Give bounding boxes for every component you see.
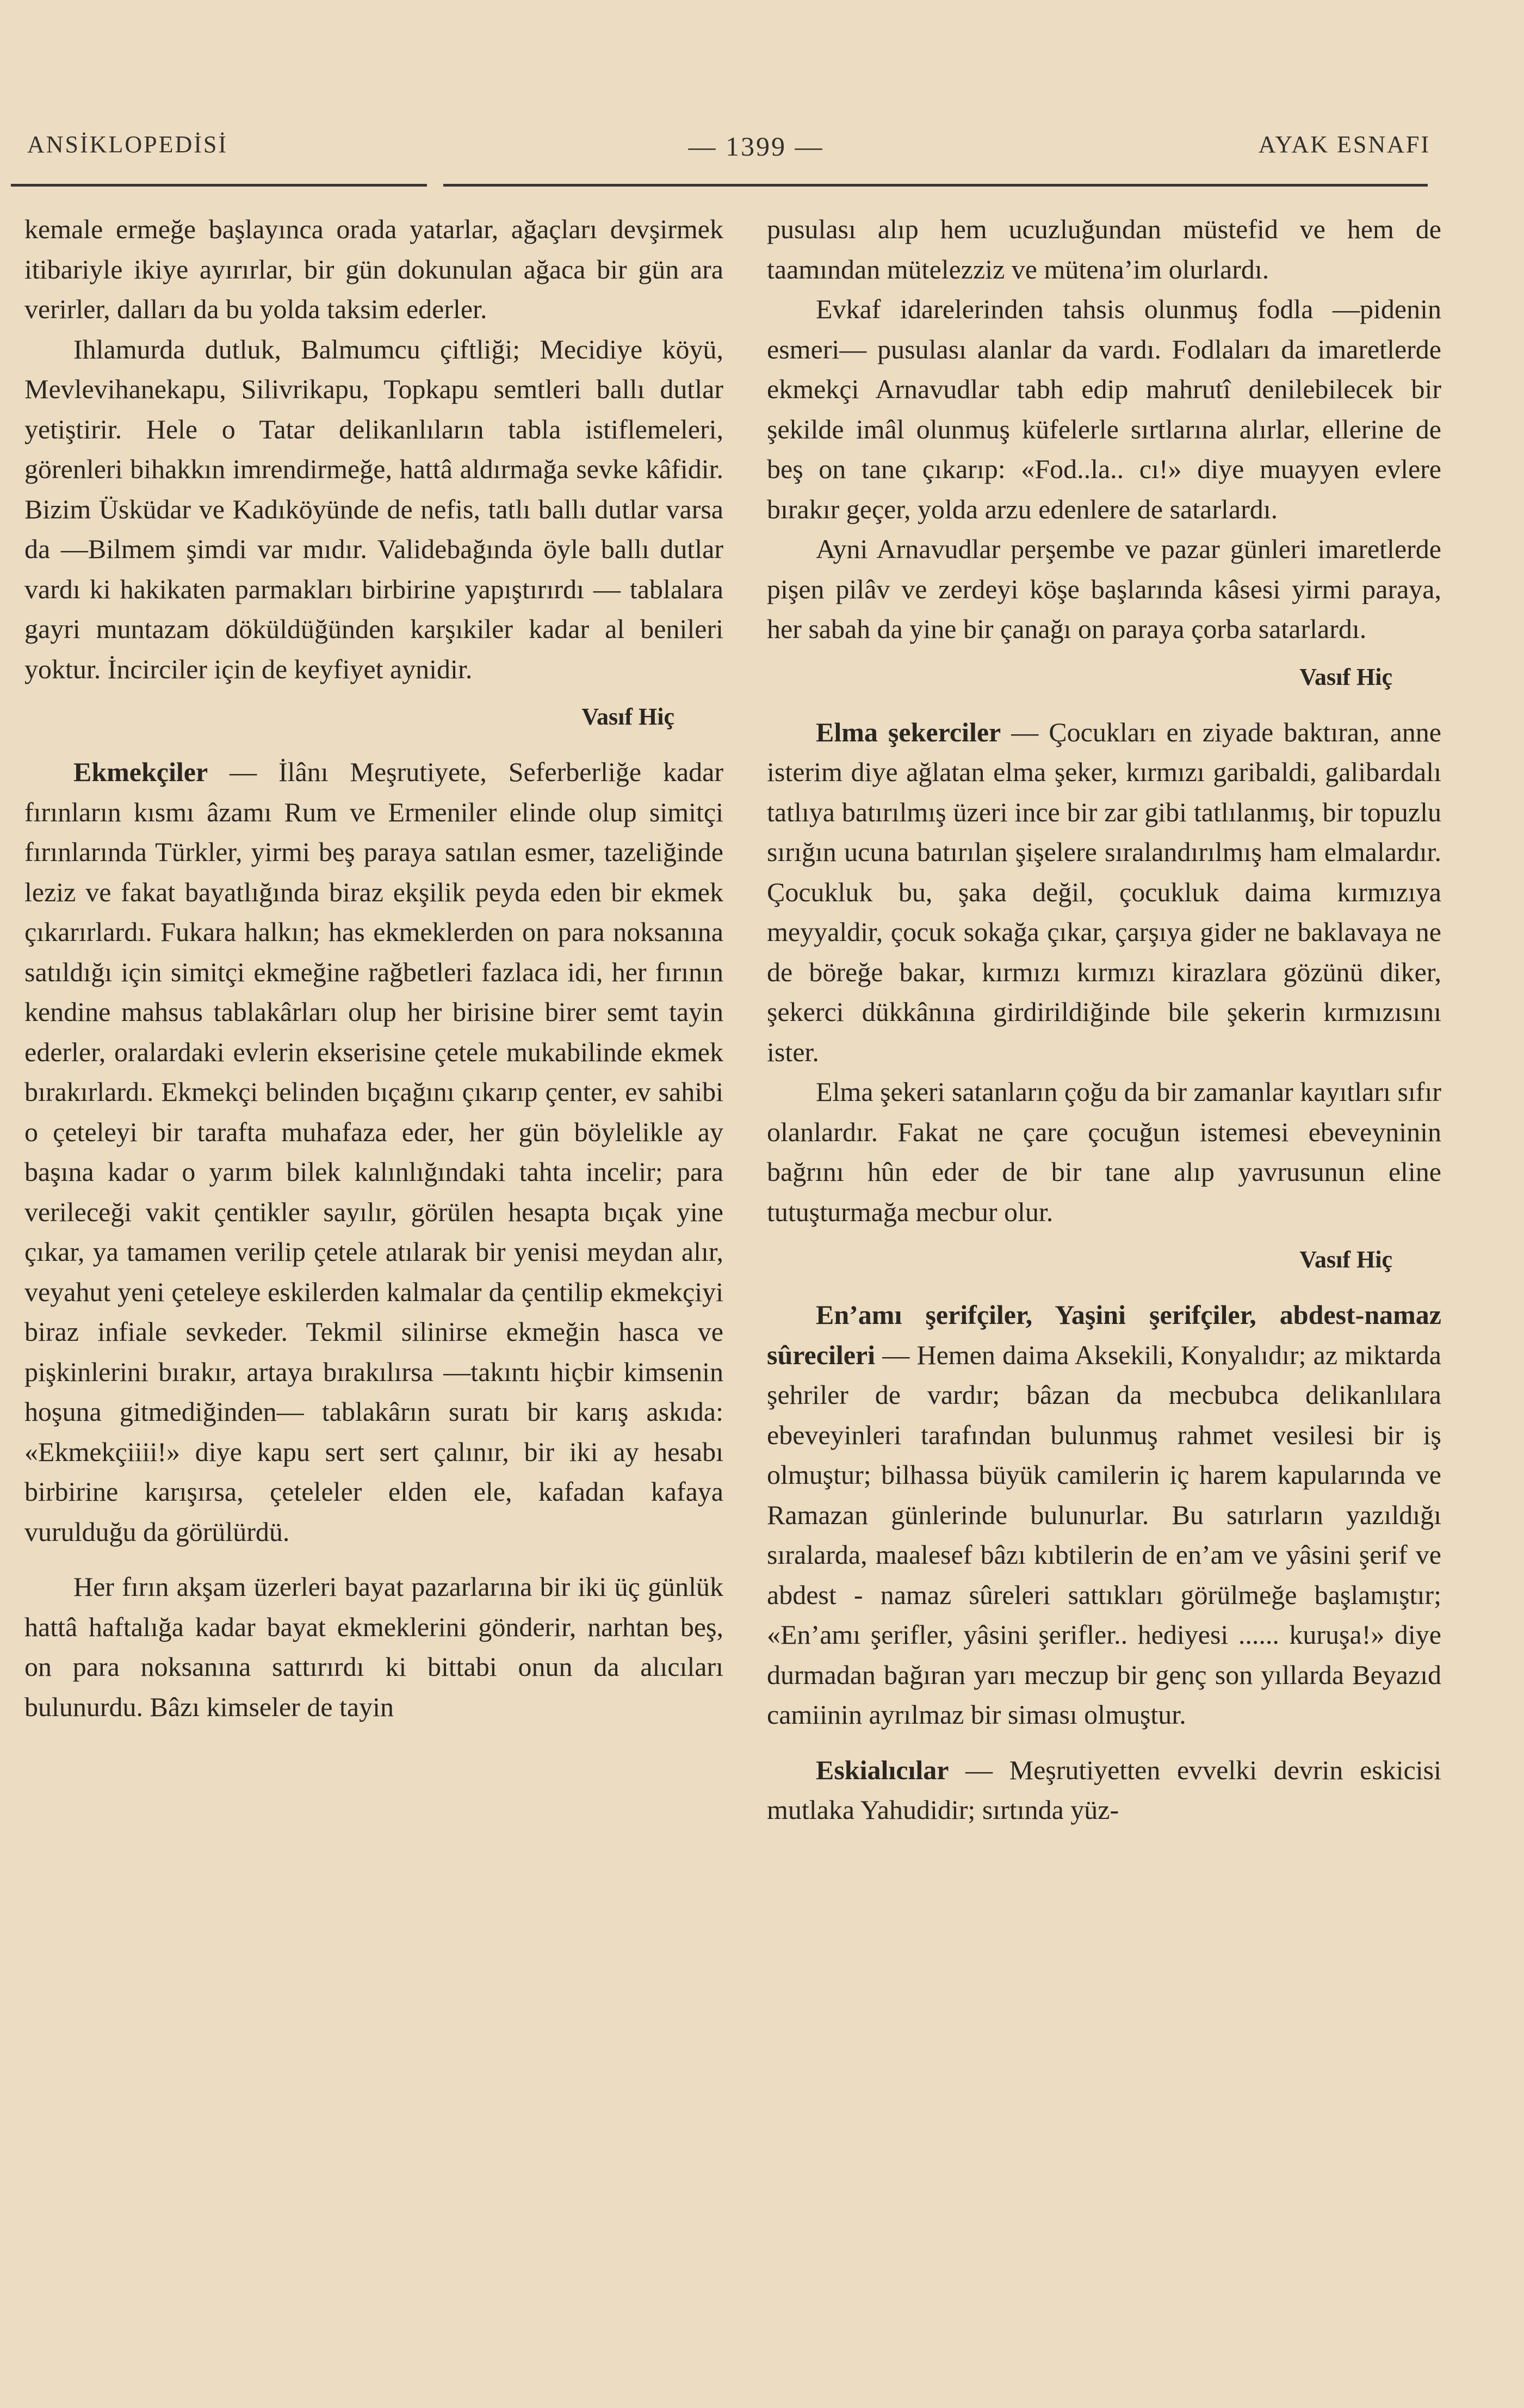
entry-title: Eskialıcılar <box>816 1754 949 1785</box>
paragraph-fodla: Evkaf idarelerinden tahsis olunmuş fodla —pidenin esmeri— pusulası alanlar da vardı. Fodlaları da imaretlerde ekmekçi Arnavudlar tabh edip mahrutî denilebilecek bir şekilde imâl olunmuş küfelerle sırtlarına alırlar, ellerine de beş on tane çıkarıp: «Fod..la.. cı!» diye muayyen evlere bırakır geçer, yolda arzu edenlere de satarlardı. <box>767 294 1441 524</box>
paragraph-pusula: pusulası alıp hem ucuzluğundan müstefid ve hem de taamından mütelezziz ve mütena’im olurlardı. <box>767 214 1441 284</box>
entry-eskialicilar <box>767 1750 1441 1830</box>
paragraph-dut-trees: kemale ermeğe başlayınca orada yatarlar, ağaçları devşirmek itibariyle ikiye ayırırlar, bir gün dokunulan ağaca bir gün ara verirler, dalları da bu yolda taksim ederler. <box>24 214 723 324</box>
entry-title: Ekmekçiler <box>73 757 208 787</box>
header-rule-left <box>11 184 427 187</box>
entry-body: — İlânı Meşrutiyete, Seferberliğe kadar fırınların kısmı âzamı Rum ve Ermeniler elinde olup simitçi fırınlarında Türkler, yirmi beş paraya satılan esmer, tazeliğinde leziz ve fakat bayatlığında biraz ekşilik peyda eden bir ekmek çıkarırlardı. Fukara halkın; has ekmeklerden on para noksanına satıldığı için simitçi ekmeğine rağbetleri fazlaca idi, her fırının kendine mahsus tablakârları olup her birisine birer semt tayin ederler, oralardaki evlerin ekserisine çetele mukabilinde ekmek bırakırlardı. Ekmekçi belinden bıçağını çıkarıp çenter, ev sahibi o çeteleyi bir tarafta muhafaza eder, her gün böylelikle ay başına kadar o yarım bilek kalınlığındaki tahta incelir; para verileceği vakit çentikler sayılır, görülen hesapta bıçak yine çıkar, ya tamamen verilip çetele atılarak bir yenisi meydan alır, veyahut yeni çeteleye eskilerden kalmalar da çentilip ekmekçiyi biraz infiale sevkeder. Tekmil silinirse ekmeğin hasca ve pişkinlerini bırakır, artaya bırakılırsa —takıntı hiçbir kimsenin hoşuna gitmediğinden— tablakârın suratı bir karış askıda: «Ekmekçiiii!» diye kapu sert sert çalınır, bir iki ay hesabı birbirine karışırsa, çeteleler elden ele, kafadan kafaya vurulduğu da görülürdü. <box>24 757 723 1547</box>
entry-body: — Meşrutiyetten evvelki devrin eskicisi mutlaka Yahudidir; sırtında yüz- <box>767 1754 1441 1825</box>
entry-title: Elma şekerciler <box>816 716 1001 747</box>
paragraph-ihlamur: Ihlamurda dutluk, Balmumcu çiftliği; Mecidiye köyü, Mevlevihanekapu, Silivrikapu, Topkapu semtleri ballı dutlar yetiştirir. Hele o Tatar delikanlıların tabla istiflemeleri, görenleri bihakkın imrendirmeğe, hattâ aldırmağa sevke kâfidir. Bizim Üsküdar ve Kadıköyünde de nefis, tatlı ballı dutlar varsa da —Bilmem şimdi var mıdır. Validebağında öyle ballı dutlar vardı ki hakikaten parmakları birbirine yapıştırırdı — tablalara gayri muntazam döküldüğünden karşıkiler kadar al benileri yoktur. İncirciler için de keyfiyet aynidir. <box>24 333 723 684</box>
running-head-right: AYAK ESNAFI <box>1258 131 1430 158</box>
paragraph-elma-sekeri: Elma şekeri satanların çoğu da bir zamanlar kayıtları sıfır olanlardır. Fakat ne çare çocuğun istemesi ebeveyninin bağrını hûn eder de bir tane alıp yavrusunun eline tutuşturmağa mecbur olur. <box>767 1076 1441 1227</box>
entry-elma-sekerciler <box>767 713 1441 1073</box>
entry-body: — Hemen daima Aksekili, Konyalıdır; az miktarda şehriler de vardır; bâzan da mecbubca delikanlılara ebeveyinleri tarafından bulunmuş rahmet vesilesi bir iş olmuştur; bilhassa büyük camilerin iç harem kapularında ve Ramazan günlerinde bulunurlar. Bu satırların yazıldığı sıralarda, maalesef bâzı kıbtilerin de en’am ve yâsini şerif ve abdest - namaz sûreleri sattıkları görülmeğe başlamıştır; «En’amı şerifler, yâsini şerifler.. hediyesi ...... kuruşa!» diye durmadan bağıran yarı meczup bir genç son yıllarda Beyazıd camiinin ayrılmaz bir siması olmuştur. <box>767 1339 1441 1730</box>
entry-enami-serifciler <box>767 1295 1441 1735</box>
author-signature: Vasıf Hiç <box>1299 1246 1392 1273</box>
page-header <box>27 131 1430 163</box>
entry-body: — Çocukları en ziyade baktıran, anne isterim diye ağlatan elma şeker, kırmızı garibaldi, galibardalı tatlıya batırılmış üzeri ince bir zar gibi tatlılanmış, bir topuzlu sırığın ucuna batırılan şişelere sıralandırılmış ham elmalardır. Çocukluk bu, şaka değil, çocukluk daima kırmızıya meyyaldir, çocuk sokağa çıkar, çarşıya gider ne baklavaya ne de böreğe bakar, kırmızı kırmızı kirazlara gözünü diker, şekerci dükkânına girdirildiğinde bile şekerin kırmızısını ister. <box>767 716 1441 1067</box>
paragraph-arnavudlar: Ayni Arnavudlar perşembe ve pazar günleri imaretlerde pişen pilâv ve zerdeyi köşe başlarında kâsesi yirmi paraya, her sabah da yine bir çanağı on paraya çorba satarlardı. <box>767 534 1441 644</box>
right-column <box>767 209 1441 1830</box>
paragraph-bayat-pazari: Her fırın akşam üzerleri bayat pazarlarına bir iki üç günlük hattâ haftalığa kadar bayat ekmeklerini gönderir, narhtan beş, on para noksanına sattırırdı ki bittabi onun da alıcıları bulunurdu. Bâzı kimseler de tayin <box>24 1571 723 1722</box>
entry-title: En’amı şerifçiler, Yaşini şerifçiler, abdest-namaz sûrecileri <box>767 1299 1441 1370</box>
entry-ekmekciler <box>24 752 723 1552</box>
left-column <box>24 209 723 1727</box>
author-signature: Vasıf Hiç <box>581 703 674 730</box>
author-signature: Vasıf Hiç <box>1299 663 1392 690</box>
header-rule-right <box>443 184 1428 187</box>
page-number: — 1399 — <box>688 131 824 162</box>
running-head-left: ANSİKLOPEDİSİ <box>27 131 228 158</box>
